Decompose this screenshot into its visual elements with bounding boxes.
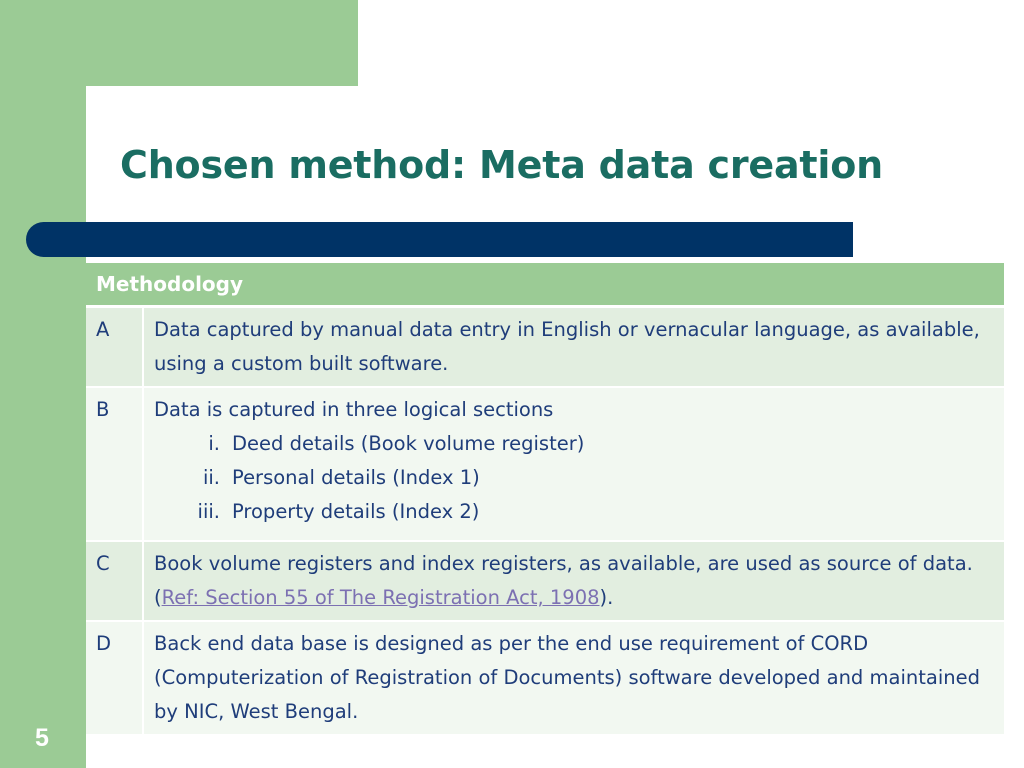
row-text-after: ).: [599, 586, 614, 609]
slide-title: Chosen method: Meta data creation: [120, 143, 883, 187]
table-row: [86, 307, 1004, 388]
row-text-before: Book volume registers and index registers, as available, are used as source of data. (: [154, 552, 973, 609]
registration-act-reference-link[interactable]: Ref: Section 55 of The Registration Act, 1908: [161, 586, 600, 609]
row-text: Back end data base is designed as per the end use requirement of CORD (Computerization of Registration of Documents) software developed and maintained by NIC, West Bengal.: [143, 621, 1004, 735]
content-rounded-corner: [86, 86, 146, 146]
top-green-band: [0, 0, 358, 86]
table-header: Methodology: [86, 263, 1004, 307]
row-content: [143, 541, 1004, 621]
table-header-row: [86, 263, 1004, 307]
list-item-text: Property details (Index 2): [232, 500, 480, 523]
list-item-number: ii.: [202, 466, 220, 489]
list-item-number: iii.: [197, 500, 220, 523]
list-item: [154, 427, 994, 461]
title-underline-bar: [26, 222, 853, 257]
table-row: [86, 387, 1004, 541]
table-row: [86, 541, 1004, 621]
row-text: Data captured by manual data entry in English or vernacular language, as available, using a custom built software.: [143, 307, 1004, 388]
row-letter: B: [86, 387, 143, 541]
list-item-text: Deed details (Book volume register): [232, 432, 585, 455]
list-item: [154, 461, 994, 495]
row-letter: C: [86, 541, 143, 621]
list-item-text: Personal details (Index 1): [232, 466, 480, 489]
methodology-table: [86, 263, 1004, 736]
list-item: [154, 495, 994, 529]
row-letter: A: [86, 307, 143, 388]
slide-number: 5: [35, 724, 49, 752]
section-list: [154, 427, 994, 529]
table-row: [86, 621, 1004, 735]
row-letter: D: [86, 621, 143, 735]
row-text: Data is captured in three logical sections: [154, 398, 554, 421]
left-green-band: [0, 0, 86, 768]
list-item-number: i.: [208, 432, 220, 455]
row-content: [143, 387, 1004, 541]
